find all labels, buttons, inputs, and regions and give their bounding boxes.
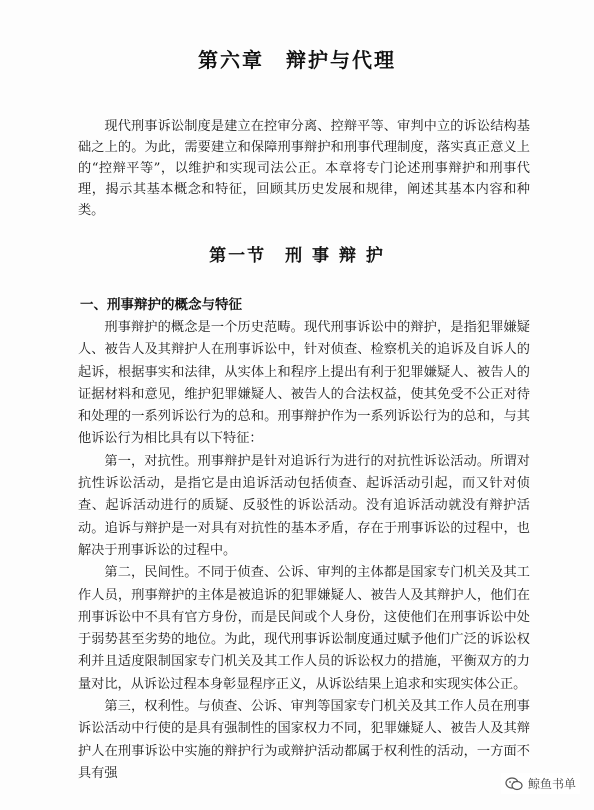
section-title: 第一节 刑 事 辩 护 bbox=[209, 246, 385, 266]
body-text bbox=[78, 317, 530, 787]
chapter-title: 第六章 辩护与代理 bbox=[198, 48, 396, 72]
chapter-intro bbox=[78, 116, 530, 221]
body-paragraph: 第二，民间性。不同于侦查、公诉、审判的主体都是国家专门机关及其工作人员，刑事辩护的主体是被追诉的犯罪嫌疑人、被告人及其辩护人，他们在刑事诉讼中不具有官方身份，而是民间或个人身份，这使他们在刑事诉讼中处于弱势甚至劣势的地位。为此，现代刑事诉讼制度通过赋予他们广泛的诉讼权利并且适度限制国家专门机关及其工作人员的诉讼权力的措施，平衡双方的力量对比，从诉讼过程本身彰显程序正义，从诉讼结果上追求和实现实体公正。 bbox=[78, 565, 530, 692]
watermark bbox=[501, 773, 580, 794]
subsection-title: 一、刑事辩护的概念与特征 bbox=[80, 297, 242, 313]
intro-paragraph: 现代刑事诉讼制度是建立在控审分离、控辩平等、审判中立的诉讼结构基础之上的。为此，需要建立和保障刑事辩护和刑事代理制度，落实真正意义上的“控辩平等”，以维护和实现司法公正。本章将专门论述刑事辩护和刑事代理，揭示其基本概念和特征，回顾其历史发展和规律，阐述其基本内容和种类。 bbox=[78, 119, 530, 218]
body-paragraph: 第三，权利性。与侦查、公诉、审判等国家专门机关及其工作人员在刑事诉讼活动中行使的是具有强制性的国家权力不同，犯罪嫌疑人、被告人及其辩护人在刑事诉讼中实施的辩护行为或辩护活动都属于权利性的活动，一方面不具有强 bbox=[78, 699, 530, 781]
body-paragraph: 刑事辩护的概念是一个历史范畴。现代刑事诉讼中的辩护，是指犯罪嫌疑人、被告人及其辩护人在刑事诉讼中，针对侦查、检察机关的追诉及自诉人的起诉，根据事实和法律，从实体上和程序上提出有利于犯罪嫌疑人、被告人的证据材料和意见，维护犯罪嫌疑人、被告人的合法权益，使其免受不公正对待和处理的一系列诉讼行为的总和。刑事辩护作为一系列诉讼行为的总和，与其他诉讼行为相比具有以下特征： bbox=[78, 320, 530, 447]
body-paragraph: 第一，对抗性。刑事辩护是针对追诉行为进行的对抗性诉讼活动。所谓对抗性诉讼活动，是指它是由追诉活动包括侦查、起诉活动引起，而又针对侦查、起诉活动进行的质疑、反驳性的诉讼活动。没有追诉活动就没有辩护活动。追诉与辩护是一对具有对抗性的基本矛盾，存在于刑事诉讼的过程中，也解决于刑事诉讼的过程中。 bbox=[78, 453, 530, 558]
wechat-icon bbox=[505, 777, 523, 791]
watermark-text: 鲸鱼书单 bbox=[527, 777, 576, 791]
